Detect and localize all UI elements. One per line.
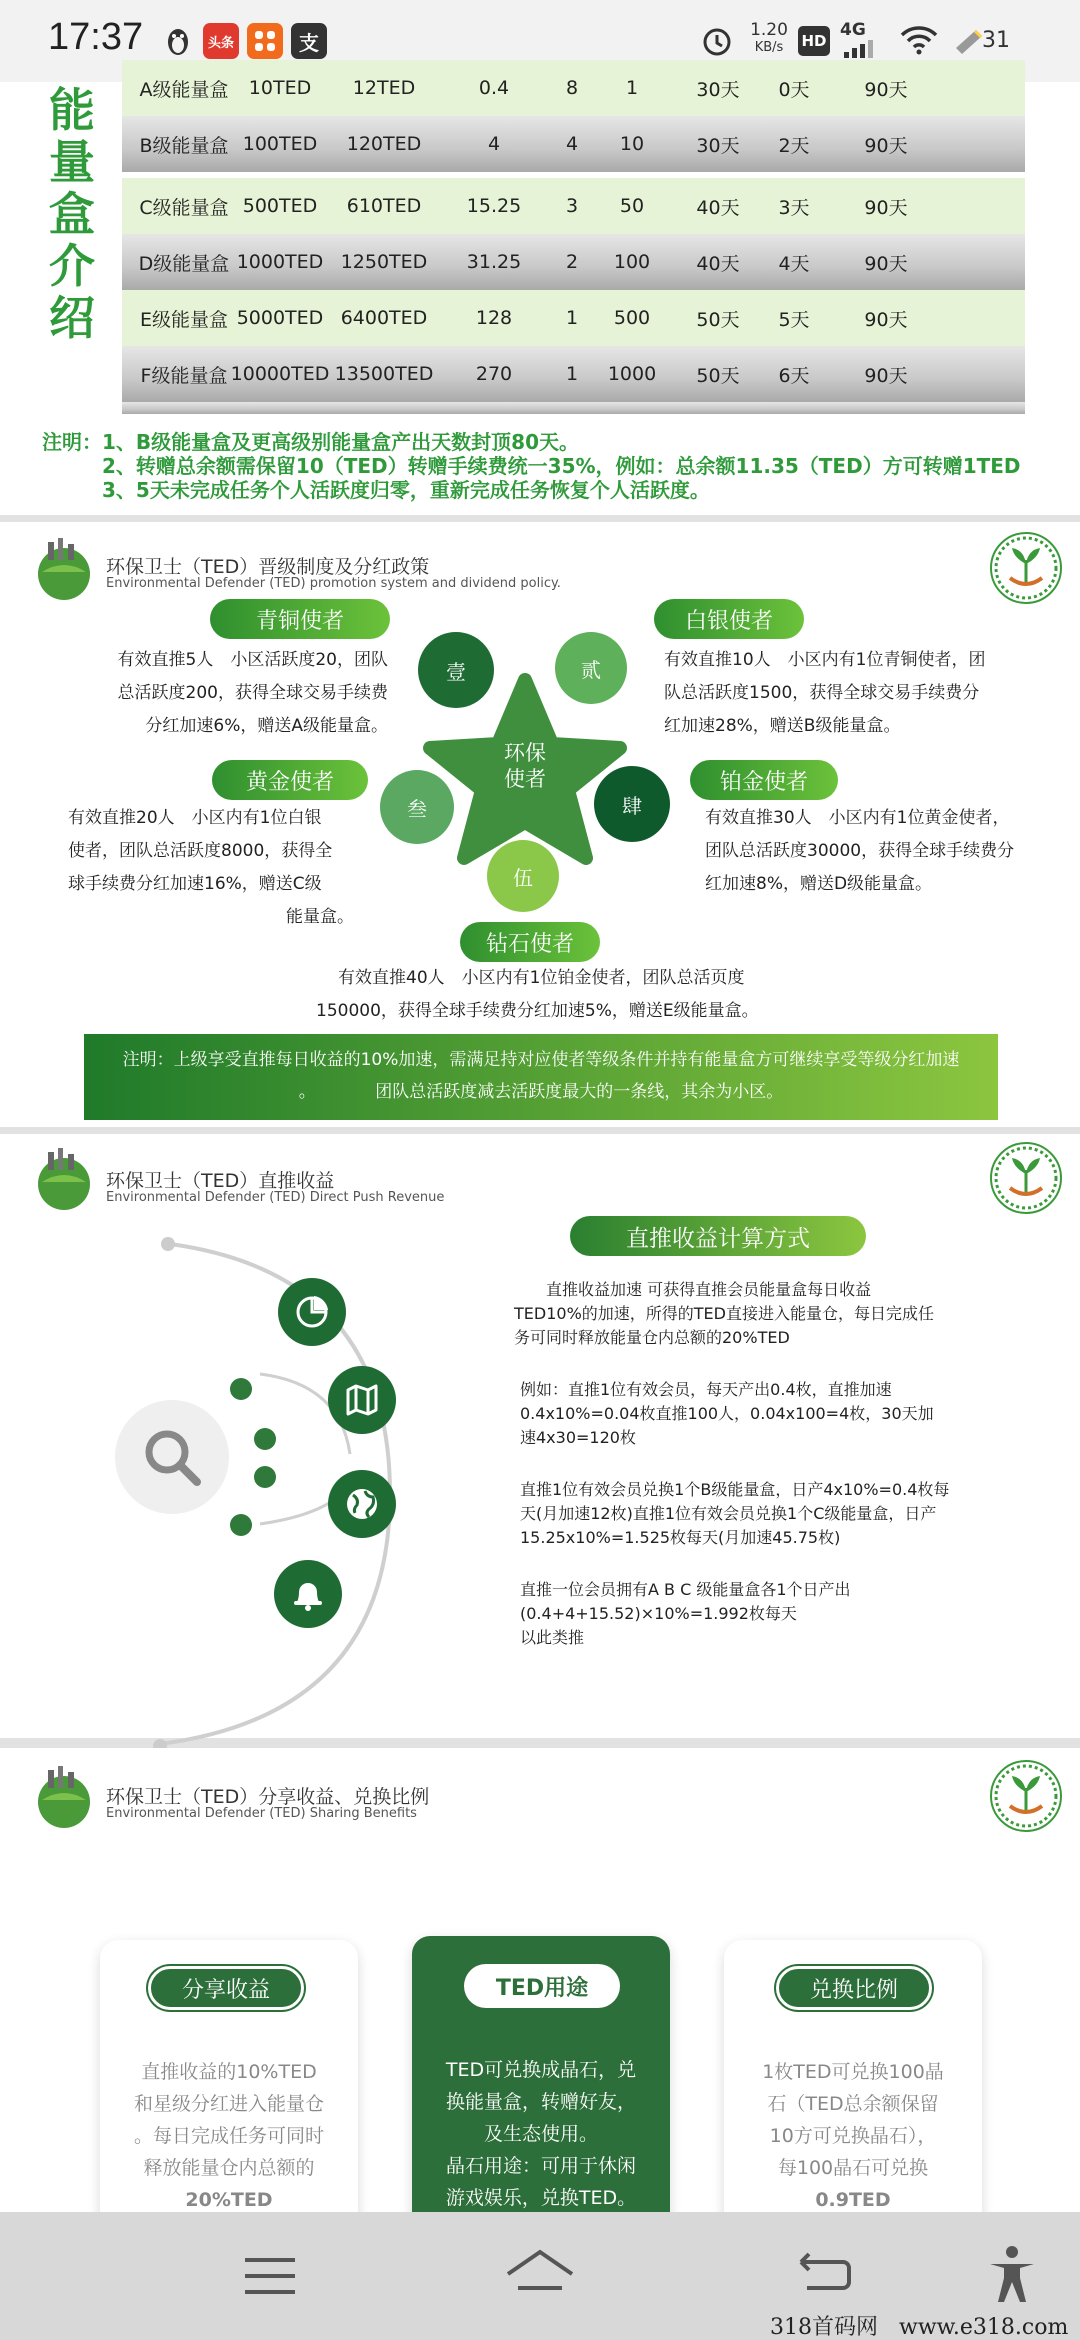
table-cell: 1000TED [236, 251, 324, 273]
table-cell: 1250TED [340, 251, 428, 273]
circle-2: 贰 [555, 632, 627, 704]
table-row [122, 60, 1025, 116]
text-line: 及生态使用。 [483, 2123, 598, 2145]
text-line: 总活跃度200，获得全球交易手续费 [117, 683, 388, 703]
table-cell: 1 [565, 307, 579, 329]
table-cell: 4 [565, 133, 579, 155]
text-line: TED10%的加速，所得的TED直接进入能量仓，每日完成任 [514, 1304, 934, 1323]
center-line-2: 使者 [504, 767, 546, 791]
side-title-char: 能 [49, 83, 95, 137]
text-line: 直推收益加速 可获得直推会员能量盒每日收益 [514, 1280, 872, 1299]
net-speed-unit: KB/s [754, 40, 784, 55]
text-line: 。每日完成任务可同时 [133, 2125, 324, 2147]
text-line: 红加速8%，赠送D级能量盒。 [705, 874, 933, 894]
level-text-diamond [316, 962, 810, 1028]
wifi-icon [900, 25, 938, 59]
sharing-subtitle: Environmental Defender (TED) Sharing Benefits [106, 1806, 417, 1821]
table-cell: 50 [619, 195, 645, 217]
text-line: 晶石用途：可用于休闲 [445, 2155, 636, 2177]
text-line: 能量盒。 [286, 907, 354, 927]
text-line: 释放能量仓内总额的 [143, 2157, 315, 2179]
dot [254, 1466, 276, 1488]
status-time: 17:37 [48, 16, 144, 58]
side-title-char: 盒 [49, 187, 95, 241]
home-icon [504, 2248, 576, 2300]
table-bottom-bar [122, 402, 1025, 414]
text-line: 务可同时释放能量仓内总额的20%TED [514, 1328, 790, 1347]
table-cell: E级能量盒 [139, 308, 228, 331]
net-speed [746, 22, 792, 56]
globe-logo-icon [28, 538, 100, 604]
table-cell: 128 [475, 307, 513, 329]
text-line: 有效直推10人 小区内有1位青铜使者，团 [664, 650, 986, 670]
table-row [122, 234, 1025, 290]
back-button[interactable] [790, 2246, 860, 2306]
alipay-app-icon: 支 [291, 23, 327, 59]
table-cell: 1 [565, 363, 579, 385]
accessibility-icon [986, 2244, 1038, 2304]
note-text-1: 注明：上级享受直推每日收益的10%加速，需满足持对应使者等级条件并持有能量盒方可继续享受等级分红加速 [122, 1050, 960, 1070]
table-cell: 40天 [696, 196, 740, 219]
hd-badge: HD [798, 26, 830, 56]
text-line: 有效直推5人 小区活跃度20，团队 [117, 650, 388, 670]
notes [42, 430, 1021, 502]
table-cell: 90天 [864, 78, 908, 101]
table-cell: 30天 [696, 78, 740, 101]
text-line: 15.25x10%=1.525枚每天(月加速45.75枚) [520, 1528, 841, 1547]
text-line: 分红加速6%，赠送A级能量盒。 [145, 716, 388, 736]
map-icon [328, 1366, 396, 1434]
table-cell: 2天 [778, 134, 810, 157]
level-text-silver [664, 644, 1024, 743]
table-cell: 50天 [696, 364, 740, 387]
text-line: 游戏娱乐，兑换TED。 [445, 2187, 637, 2209]
table-cell: D级能量盒 [138, 252, 230, 275]
level-text-gold [68, 802, 368, 934]
para-4 [514, 1578, 1054, 1650]
table-cell: 12TED [352, 77, 416, 99]
card-share-income [100, 1940, 358, 2250]
text-line: 有效直推20人 小区内有1位白银 [68, 808, 322, 828]
table-cell: 610TED [346, 195, 422, 217]
back-icon [797, 2252, 853, 2300]
dot [230, 1514, 252, 1536]
table-cell: 3 [565, 195, 579, 217]
circle-1: 壹 [418, 632, 494, 708]
watermark [770, 2310, 1068, 2340]
table-cell: 1 [625, 77, 639, 99]
text-line: 150000，获得全球手续费分红加速5%，赠送E级能量盒。 [316, 1001, 759, 1021]
table-cell: 4 [487, 133, 501, 155]
table-cell: 100TED [242, 133, 318, 155]
direct-revenue-section [0, 1134, 1080, 1738]
signal-bars-icon [842, 38, 878, 62]
watermark-url: www.e318.com [899, 2315, 1069, 2340]
table-cell: 90天 [864, 134, 908, 157]
para-3 [514, 1478, 1054, 1550]
text-line: 以此类推 [520, 1628, 585, 1647]
pie-chart-icon [278, 1278, 346, 1346]
card-text [114, 2056, 344, 2216]
ted-logo-icon [990, 532, 1062, 604]
table-cell: 500 [613, 307, 651, 329]
text-line: 每100晶石可兑换 [777, 2157, 929, 2179]
text-line: 石（TED总余额保留 [767, 2093, 939, 2115]
signal-label: 4G [840, 20, 866, 40]
circle-5: 伍 [487, 840, 559, 912]
promotion-title: 环保卫士（TED）晋级制度及分红政策 [106, 556, 430, 578]
search-icon [139, 1424, 205, 1490]
level-pill-gold: 黄金使者 [212, 760, 368, 800]
battery-level: 31 [982, 28, 1010, 53]
table-row [122, 346, 1025, 402]
text-line: 直推1位有效会员兑换1个B级能量盒，日产4x10%=0.4枚每 [520, 1480, 950, 1499]
table-cell: 10TED [248, 77, 312, 99]
text-line: 有效直推30人 小区内有1位黄金使者， [705, 808, 1010, 828]
card-label: 分享收益 [148, 1966, 304, 2010]
table-cell: 6天 [778, 364, 810, 387]
table-cell: 15.25 [466, 195, 522, 217]
circle-3: 叁 [380, 770, 454, 844]
table-cell: 90天 [864, 308, 908, 331]
table-cell: 90天 [864, 196, 908, 219]
table-cell: 5天 [778, 308, 810, 331]
table-cell: 5000TED [236, 307, 324, 329]
sharing-title: 环保卫士（TED）分享收益、兑换比例 [106, 1786, 430, 1808]
text-line: 球手续费分红加速16%，赠送C级 [68, 874, 322, 894]
text-line: 队总活跃度1500，获得全球交易手续费分 [664, 683, 980, 703]
table-cell: 13500TED [334, 363, 434, 385]
direct-title: 环保卫士（TED）直推收益 [106, 1170, 335, 1192]
table-cell: 50天 [696, 308, 740, 331]
para-1 [514, 1278, 1054, 1350]
card-text [426, 2054, 656, 2214]
text-line: 换能量盒，转赠好友， [445, 2091, 636, 2113]
navigation-bar [0, 2212, 1080, 2340]
revenue-text [514, 1278, 1054, 1650]
table-cell: 4天 [778, 252, 810, 275]
text-line: 天(月加速12枚)直推1位有效会员兑换1个C级能量盒，日产 [520, 1504, 937, 1523]
table-cell: 90天 [864, 252, 908, 275]
side-title-char: 绍 [49, 291, 95, 345]
table-cell: 1000 [607, 363, 657, 385]
text-line: 有效直推40人 小区内有1位铂金使者，团队总活页度 [338, 968, 745, 988]
text-line: 团队总活跃度30000，获得全球手续费分 [705, 841, 1015, 861]
globe-logo-icon [28, 1766, 100, 1832]
text-line: 1枚TED可兑换100晶 [762, 2061, 944, 2083]
text-line: 红加速28%，赠送B级能量盒。 [664, 716, 901, 736]
table-cell: A级能量盒 [139, 78, 229, 101]
table-row [122, 116, 1025, 172]
table-cell: 6400TED [340, 307, 428, 329]
text-line: 和星级分红进入能量仓 [133, 2093, 324, 2115]
card-exchange-ratio [724, 1940, 982, 2250]
circle-4: 肆 [594, 766, 670, 842]
table-cell: 100 [613, 251, 651, 273]
accessibility-button[interactable] [980, 2242, 1044, 2306]
search-circle [115, 1400, 229, 1514]
table-cell: 270 [475, 363, 513, 385]
side-title [44, 84, 100, 344]
text-line: TED可兑换成晶石，兑 [445, 2059, 637, 2081]
note-line-2: 2、转赠总余额需保留10（TED）转赠手续费统一35%，例如：总余额11.35（TED）方可转赠1TED [102, 454, 1021, 478]
level-pill-bronze: 青铜使者 [210, 599, 390, 639]
text-line: 20%TED [185, 2189, 273, 2211]
note-line-3: 3、5天未完成任务个人活跃度归零，重新完成任务恢复个人活跃度。 [102, 478, 710, 502]
note-line-1: 注明：1、B级能量盒及更高级别能量盒产出天数封顶80天。 [42, 430, 579, 454]
bell-icon [274, 1560, 342, 1628]
promotion-subtitle: Environmental Defender (TED) promotion system and dividend policy. [106, 576, 561, 591]
table-cell: 0.4 [478, 77, 510, 99]
side-title-char: 介 [49, 239, 95, 293]
star-center-text [480, 740, 570, 792]
text-line: 速4x30=120枚 [520, 1428, 636, 1447]
home-button[interactable] [502, 2242, 578, 2306]
qq-penguin-icon [160, 23, 196, 59]
globe-icon [328, 1470, 396, 1538]
table-row [122, 290, 1025, 346]
direct-subtitle: Environmental Defender (TED) Direct Push Revenue [106, 1190, 445, 1205]
text-line: 0.9TED [815, 2189, 891, 2211]
table-cell: F级能量盒 [140, 364, 228, 387]
dot [230, 1378, 252, 1400]
table-cell: 0天 [778, 78, 810, 101]
card-ted-usage [412, 1936, 670, 2246]
table-cell: 90天 [864, 364, 908, 387]
table-cell: 2 [565, 251, 579, 273]
center-line-1: 环保 [504, 741, 546, 765]
side-title-char: 量 [49, 135, 95, 189]
level-text-bronze [98, 644, 388, 743]
table-cell: 120TED [346, 133, 422, 155]
table-row [122, 178, 1025, 234]
text-line: (0.4+4+15.52)×10%=1.992枚每天 [520, 1604, 797, 1623]
table-cell: C级能量盒 [139, 196, 229, 219]
text-line: 直推一位会员拥有A B C 级能量盒各1个日产出 [520, 1580, 851, 1599]
promotion-section [0, 522, 1080, 1127]
menu-button[interactable] [240, 2248, 300, 2304]
alarm-icon [700, 24, 734, 62]
card-label: TED用途 [464, 1964, 620, 2008]
watermark-cn: 318首码网 [770, 2315, 878, 2340]
level-pill-diamond: 钻石使者 [460, 922, 600, 962]
dot [254, 1428, 276, 1450]
table-cell: 10 [619, 133, 645, 155]
table-cell: 30天 [696, 134, 740, 157]
globe-logo-icon [28, 1148, 100, 1214]
table-cell: 31.25 [466, 251, 522, 273]
text-line: 0.4x10%=0.04枚直推100人，0.04x100=4枚，30天加 [520, 1404, 934, 1423]
text-line: 10方可兑换晶石）， [769, 2125, 937, 2147]
table-cell: 10000TED [230, 363, 330, 385]
table-cell: 40天 [696, 252, 740, 275]
menu-icon [245, 2256, 295, 2296]
text-line: 例如：直推1位有效会员，每天产出0.4枚，直推加速 [520, 1380, 892, 1399]
card-text [738, 2056, 968, 2216]
toutiao-app-icon: 头条 [203, 23, 239, 59]
ted-logo-icon [990, 1760, 1062, 1832]
table-cell: 500TED [242, 195, 318, 217]
table-cell: 8 [565, 77, 579, 99]
promotion-note [84, 1034, 998, 1120]
level-pill-silver: 白银使者 [654, 599, 804, 639]
table-cell: 3天 [778, 196, 810, 219]
text-line: 直推收益的10%TED [141, 2061, 317, 2083]
calc-method-pill: 直推收益计算方式 [570, 1216, 866, 1256]
note-text-2: 。 团队总活跃度减去活跃度最大的一条线，其余为小区。 [298, 1082, 784, 1102]
level-pill-platinum: 铂金使者 [690, 760, 838, 800]
net-speed-value: 1.20 [750, 20, 788, 40]
energy-box-section [0, 77, 1080, 515]
level-text-platinum [705, 802, 1045, 901]
card-label: 兑换比例 [776, 1966, 932, 2010]
app-grid-icon [247, 23, 283, 59]
text-line: 使者，团队总活跃度8000，获得全 [68, 841, 333, 861]
table-cell: B级能量盒 [139, 134, 229, 157]
ted-logo-icon [990, 1142, 1062, 1214]
para-2 [514, 1378, 1054, 1450]
battery-icon [950, 26, 986, 60]
